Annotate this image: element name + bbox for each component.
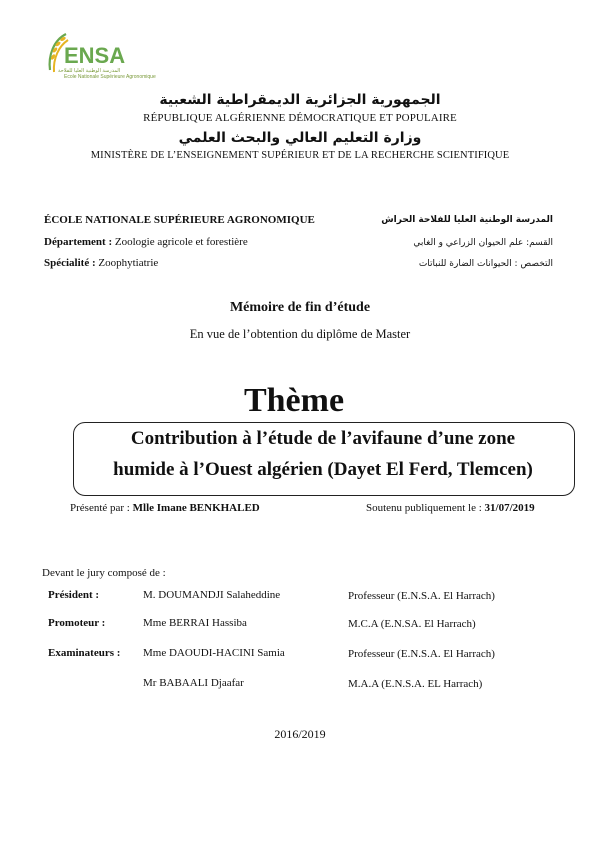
- jury-role: Examinateurs :: [48, 647, 121, 659]
- school-name-fr: ÉCOLE NATIONALE SUPÉRIEURE AGRONOMIQUE: [44, 214, 315, 226]
- theme-line-1: Contribution à l’étude de l’avifaune d’une zone: [130, 428, 516, 449]
- jury-member-name: Mr BABAALI Djaafar: [143, 677, 244, 689]
- jury-member-name: Mme DAOUDI-HACINI Samia: [143, 647, 285, 659]
- speciality-label: Spécialité :: [44, 257, 96, 269]
- department-value: Zoologie agricole et forestière: [114, 236, 248, 248]
- speciality-ar: التخصص : الحيوانات الضارة للنباتات: [418, 259, 553, 269]
- jury-member-title: Professeur (E.N.S.A. El Harrach): [348, 648, 495, 660]
- jury-role: Promoteur :: [48, 617, 106, 629]
- republic-fr: RÉPUBLIQUE ALGÉRIENNE DÉMOCRATIQUE ET POPULAIRE: [143, 112, 457, 124]
- department-label: Département :: [44, 236, 113, 248]
- jury-member-name: M. DOUMANDJI Salaheddine: [143, 589, 281, 601]
- department-ar: القسم: علم الحيوان الزراعي و الغابي: [413, 238, 553, 248]
- department-line: [44, 236, 248, 248]
- logo-tagline-ar: المدرسة الوطنية العليا للفلاحة: [58, 68, 121, 74]
- logo-title: ENSA: [64, 43, 126, 68]
- jury-member-title: M.C.A (E.N.SA. El Harrach): [348, 618, 476, 630]
- memoire-subtitle: En vue de l’obtention du diplôme de Master: [189, 327, 411, 341]
- memoire-title: Mémoire de fin d’étude: [229, 300, 371, 315]
- defense-date: 31/07/2019: [484, 502, 535, 514]
- presenter-name: Mlle Imane BENKHALED: [132, 502, 260, 514]
- logo-tagline-fr: Ecole Nationale Supérieure Agronomique: [64, 74, 156, 80]
- republic-ar: الجمهورية الجزائرية الديمقراطية الشعبية: [159, 92, 441, 108]
- defended-line: [366, 502, 535, 514]
- academic-year: 2016/2019: [274, 727, 326, 741]
- jury-member-title: M.A.A (E.N.S.A. EL Harrach): [348, 678, 483, 690]
- school-name-ar: المدرسة الوطنية العليا للفلاحة الحراش: [381, 215, 553, 225]
- theme-heading: Thème: [243, 382, 345, 419]
- jury-member-title: Professeur (E.N.S.A. El Harrach): [348, 590, 495, 602]
- defended-label: Soutenu publiquement le :: [366, 502, 482, 514]
- speciality-line: [44, 257, 158, 269]
- presented-by-line: [70, 502, 260, 514]
- speciality-value: Zoophytiatrie: [98, 257, 159, 269]
- presented-label: Présenté par :: [70, 502, 130, 514]
- ministry-fr: MINISTÈRE DE L’ENSEIGNEMENT SUPÉRIEUR ET DE LA RECHERCHE SCIENTIFIQUE: [90, 150, 510, 161]
- ministry-ar: وزارة التعليم العالي والبحث العلمي: [178, 130, 422, 146]
- jury-member-name: Mme BERRAI Hassiba: [143, 617, 247, 629]
- theme-line-2: humide à l’Ouest algérien (Dayet El Ferd, Tlemcen): [113, 459, 533, 480]
- jury-role: Président :: [48, 589, 100, 601]
- jury-intro: Devant le jury composé de :: [42, 567, 166, 579]
